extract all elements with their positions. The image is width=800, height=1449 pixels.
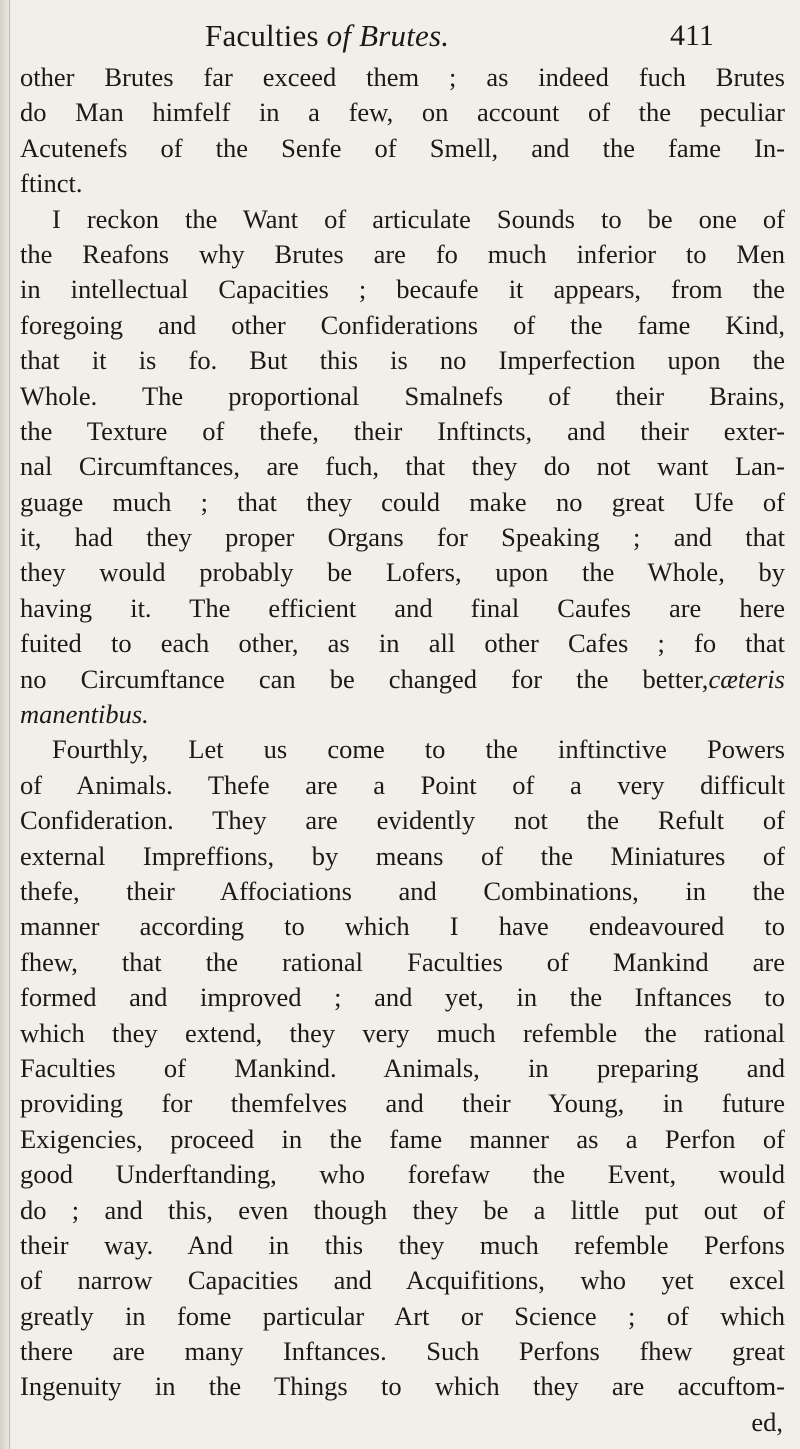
text-line: which they extend, they very much refemble the rational xyxy=(20,1017,785,1048)
running-head-title-italic: Brutes. xyxy=(351,18,450,53)
text-line: foregoing and other Confiderations of the fame Kind, xyxy=(20,309,785,340)
text-line: do ; and this, even though they be a little put out of xyxy=(20,1194,785,1225)
page-gutter-line xyxy=(9,0,10,1449)
paragraph-first-line: Fourthly, Let us come to the inftinctive Powers xyxy=(52,734,785,765)
text-line: the Reafons why Brutes are fo much inferior to Men xyxy=(20,238,785,269)
text-line: Confideration. They are evidently not the Refult of xyxy=(20,805,785,836)
text-line: thefe, their Affociations and Combinations, in the xyxy=(20,875,785,906)
text-line: fhew, that the rational Faculties of Mankind are xyxy=(20,946,785,977)
text-line: other Brutes far exceed them ; as indeed fuch Brutes xyxy=(20,62,785,92)
running-head-title-of: of xyxy=(326,18,352,53)
text-line: of narrow Capacities and Acquifitions, who yet excel xyxy=(20,1265,785,1296)
catchword: ed, xyxy=(751,1406,783,1437)
page-gutter-shadow xyxy=(0,0,12,1449)
text-line-with-italic xyxy=(20,662,785,697)
text-line: they would probably be Lofers, upon the Whole, by xyxy=(20,557,785,588)
text-line: Acutenefs of the Senfe of Smell, and the fame In- xyxy=(20,132,785,163)
text-line: there are many Inftances. Such Perfons fhew great xyxy=(20,1336,785,1367)
text-line: do Man himfelf in a few, on account of the peculiar xyxy=(20,97,785,128)
page-number: 411 xyxy=(670,19,714,52)
paragraph-first-line: I reckon the Want of articulate Sounds to be one of xyxy=(52,203,785,234)
text-line: nal Circumftances, are fuch, that they do not want Lan- xyxy=(20,451,785,482)
text-line: manner according to which I have endeavoured to xyxy=(20,911,785,942)
text-line-italic: manentibus. xyxy=(20,699,149,730)
text-line-roman: no Circumftance can be changed for the better, xyxy=(20,663,709,694)
text-line: that it is fo. But this is no Imperfection upon the xyxy=(20,345,785,376)
text-line: having it. The efficient and final Caufes are here xyxy=(20,592,785,623)
text-line: guage much ; that they could make no great Ufe of xyxy=(20,486,785,517)
text-line: Exigencies, proceed in the fame manner as a Perfon of xyxy=(20,1123,785,1154)
text-line: Ingenuity in the Things to which they are accuftom- xyxy=(20,1371,785,1402)
text-line: ftinct. xyxy=(20,168,83,199)
text-line: it, had they proper Organs for Speaking ; and that xyxy=(20,522,785,553)
italic-phrase: cæteris xyxy=(708,663,785,694)
running-head-title xyxy=(205,12,449,60)
running-head xyxy=(0,12,800,62)
body-text xyxy=(20,60,785,1440)
text-line: the Texture of thefe, their Inftincts, and their exter- xyxy=(20,415,785,446)
text-line: external Impreffions, by means of the Miniatures of xyxy=(20,840,785,871)
text-line: providing for themfelves and their Young, in future xyxy=(20,1088,785,1119)
text-line: of Animals. Thefe are a Point of a very difficult xyxy=(20,769,785,800)
text-line: good Underftanding, who forefaw the Event, would xyxy=(20,1159,785,1190)
text-line: Faculties of Mankind. Animals, in preparing and xyxy=(20,1052,785,1083)
text-line: their way. And in this they much refemble Perfons xyxy=(20,1229,785,1260)
text-line: Whole. The proportional Smalnefs of their Brains, xyxy=(20,380,785,411)
text-line: greatly in fome particular Art or Science ; of which xyxy=(20,1300,785,1331)
text-line: fuited to each other, as in all other Cafes ; fo that xyxy=(20,628,785,659)
text-line: in intellectual Capacities ; becaufe it appears, from the xyxy=(20,274,785,305)
running-head-title-roman: Faculties xyxy=(205,18,327,53)
text-line: formed and improved ; and yet, in the Inftances to xyxy=(20,982,785,1013)
